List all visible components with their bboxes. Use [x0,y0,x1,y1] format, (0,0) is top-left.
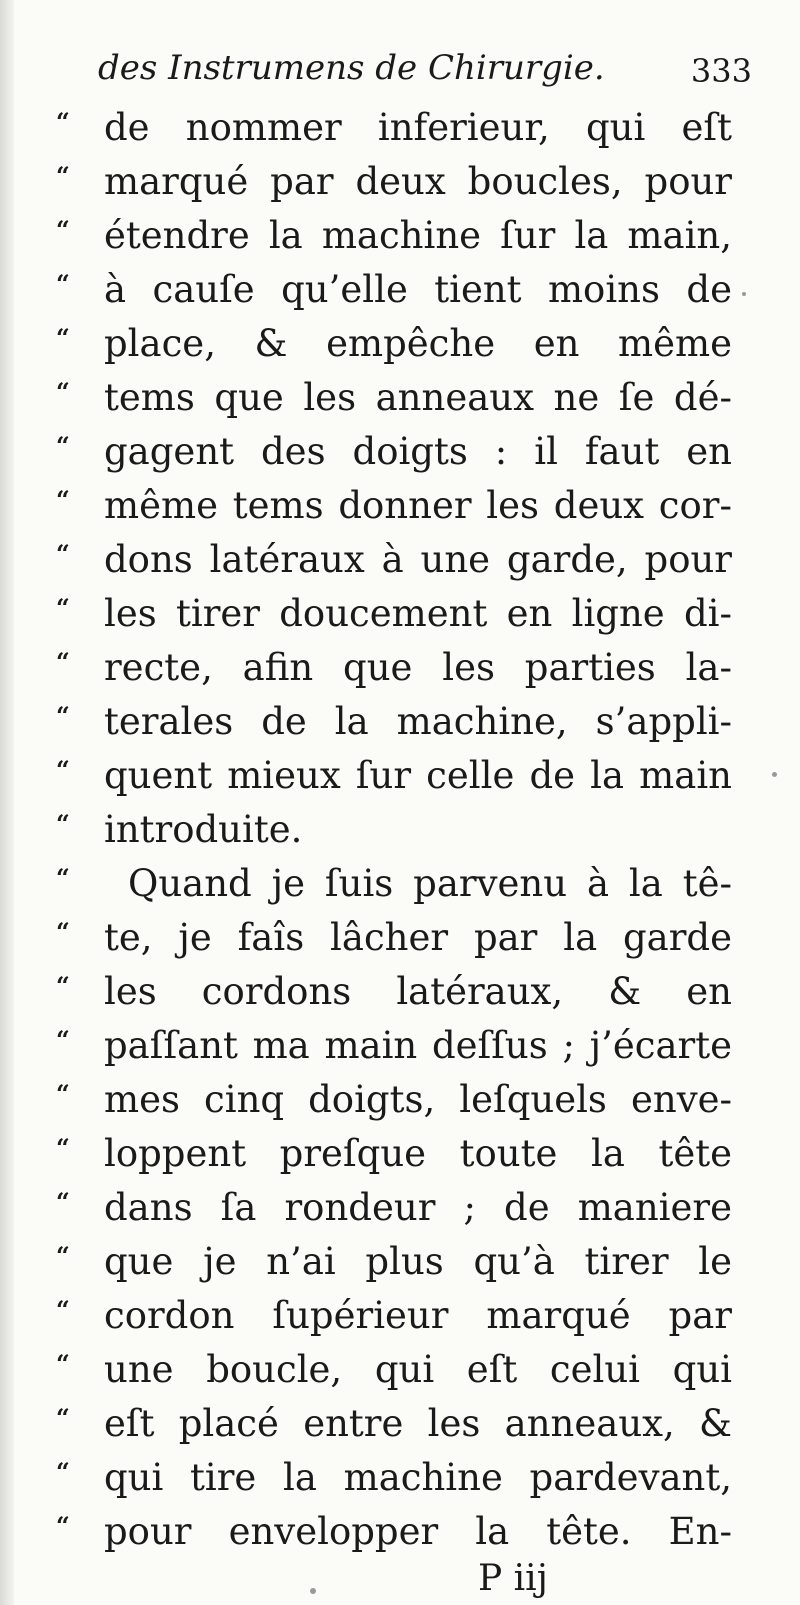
quote-mark: “ [56,1187,70,1216]
text-line [56,1291,736,1341]
line-text: eſt placé entre les anneaux, & [104,1402,732,1445]
page-number: 333 [690,52,752,90]
line-text: introduite. [104,808,303,851]
text-line [56,1129,736,1179]
line-text: qui tire la machine pardevant, [104,1456,732,1499]
line-text: étendre la machine ſur la main, [104,214,732,257]
line-text: une boucle, qui eſt celui qui [104,1348,732,1391]
text-line [56,427,736,477]
text-line [56,319,736,369]
running-head-title: des Instrumens de Chirurgie. [98,48,605,88]
line-text: que je n’ai plus qu’à tirer le [104,1240,732,1283]
text-line [56,103,736,153]
quote-mark: “ [56,593,70,622]
quote-mark: “ [56,215,70,244]
ink-speck [742,292,746,296]
page-edge [0,0,14,1605]
ink-speck [772,772,777,777]
quote-mark: “ [56,1511,70,1540]
text-line [56,535,736,585]
ink-speck [310,1588,316,1594]
text-line [56,1183,736,1233]
line-text: loppent preſque toute la tête [104,1132,732,1175]
line-text: pour envelopper la tête. En- [104,1510,732,1553]
text-line [56,1453,736,1503]
text-line [56,157,736,207]
line-text: mes cinq doigts, leſquels enve- [104,1078,732,1121]
quote-mark: “ [56,1403,70,1432]
quote-mark: “ [56,917,70,946]
line-text: dons latéraux à une garde, pour [104,538,732,581]
line-text: à cauſe qu’elle tient moins de [104,268,732,311]
line-text: quent mieux ſur celle de la main [104,754,732,797]
line-text: te, je faîs lâcher par la garde [104,916,732,959]
line-text: terales de la machine, s’appli- [104,700,732,743]
running-head [98,48,778,100]
quote-mark: “ [56,971,70,1000]
quote-mark: “ [56,485,70,514]
text-line [56,805,736,855]
quote-mark: “ [56,161,70,190]
text-line [56,751,736,801]
line-text: les cordons latéraux, & en [104,970,732,1013]
signature-mark: P iij [478,1558,548,1599]
line-text: recte, afin que les parties la- [104,646,732,689]
quote-mark: “ [56,809,70,838]
quote-mark: “ [56,1457,70,1486]
quote-mark: “ [56,701,70,730]
text-line [56,1507,736,1557]
quote-mark: “ [56,323,70,352]
text-line [56,1075,736,1125]
line-text: paſſant ma main deſſus ; j’écarte [104,1024,732,1067]
text-line [56,1237,736,1287]
line-text: tems que les anneaux ne ſe dé- [104,376,732,419]
text-line [56,1399,736,1449]
text-line [56,1021,736,1071]
line-text: Quand je ſuis parvenu à la tê- [128,862,732,905]
quote-mark: “ [56,1295,70,1324]
quote-mark: “ [56,431,70,460]
text-line [56,967,736,1017]
text-line [56,913,736,963]
text-line [56,211,736,261]
quote-mark: “ [56,1133,70,1162]
text-line [56,859,736,909]
quote-mark: “ [56,1241,70,1270]
quote-mark: “ [56,377,70,406]
text-line [56,265,736,315]
quote-mark: “ [56,269,70,298]
quote-mark: “ [56,1025,70,1054]
line-text: cordon ſupérieur marqué par [104,1294,732,1337]
text-line [56,1345,736,1395]
quote-mark: “ [56,647,70,676]
quote-mark: “ [56,1079,70,1108]
quote-mark: “ [56,107,70,136]
quote-mark: “ [56,1349,70,1378]
text-line [56,589,736,639]
quote-mark: “ [56,863,70,892]
line-text: place, & empêche en même [104,322,732,365]
line-text: marqué par deux boucles, pour [104,160,732,203]
text-line [56,643,736,693]
text-line [56,697,736,747]
line-text: gagent des doigts : il faut en [104,430,732,473]
line-text: de nommer inferieur, qui eſt [104,106,732,149]
line-text: même tems donner les deux cor- [104,484,732,527]
text-line [56,373,736,423]
line-text: les tirer doucement en ligne di- [104,592,732,635]
text-line [56,481,736,531]
quote-mark: “ [56,755,70,784]
line-text: dans ſa rondeur ; de maniere [104,1186,732,1229]
quote-mark: “ [56,539,70,568]
